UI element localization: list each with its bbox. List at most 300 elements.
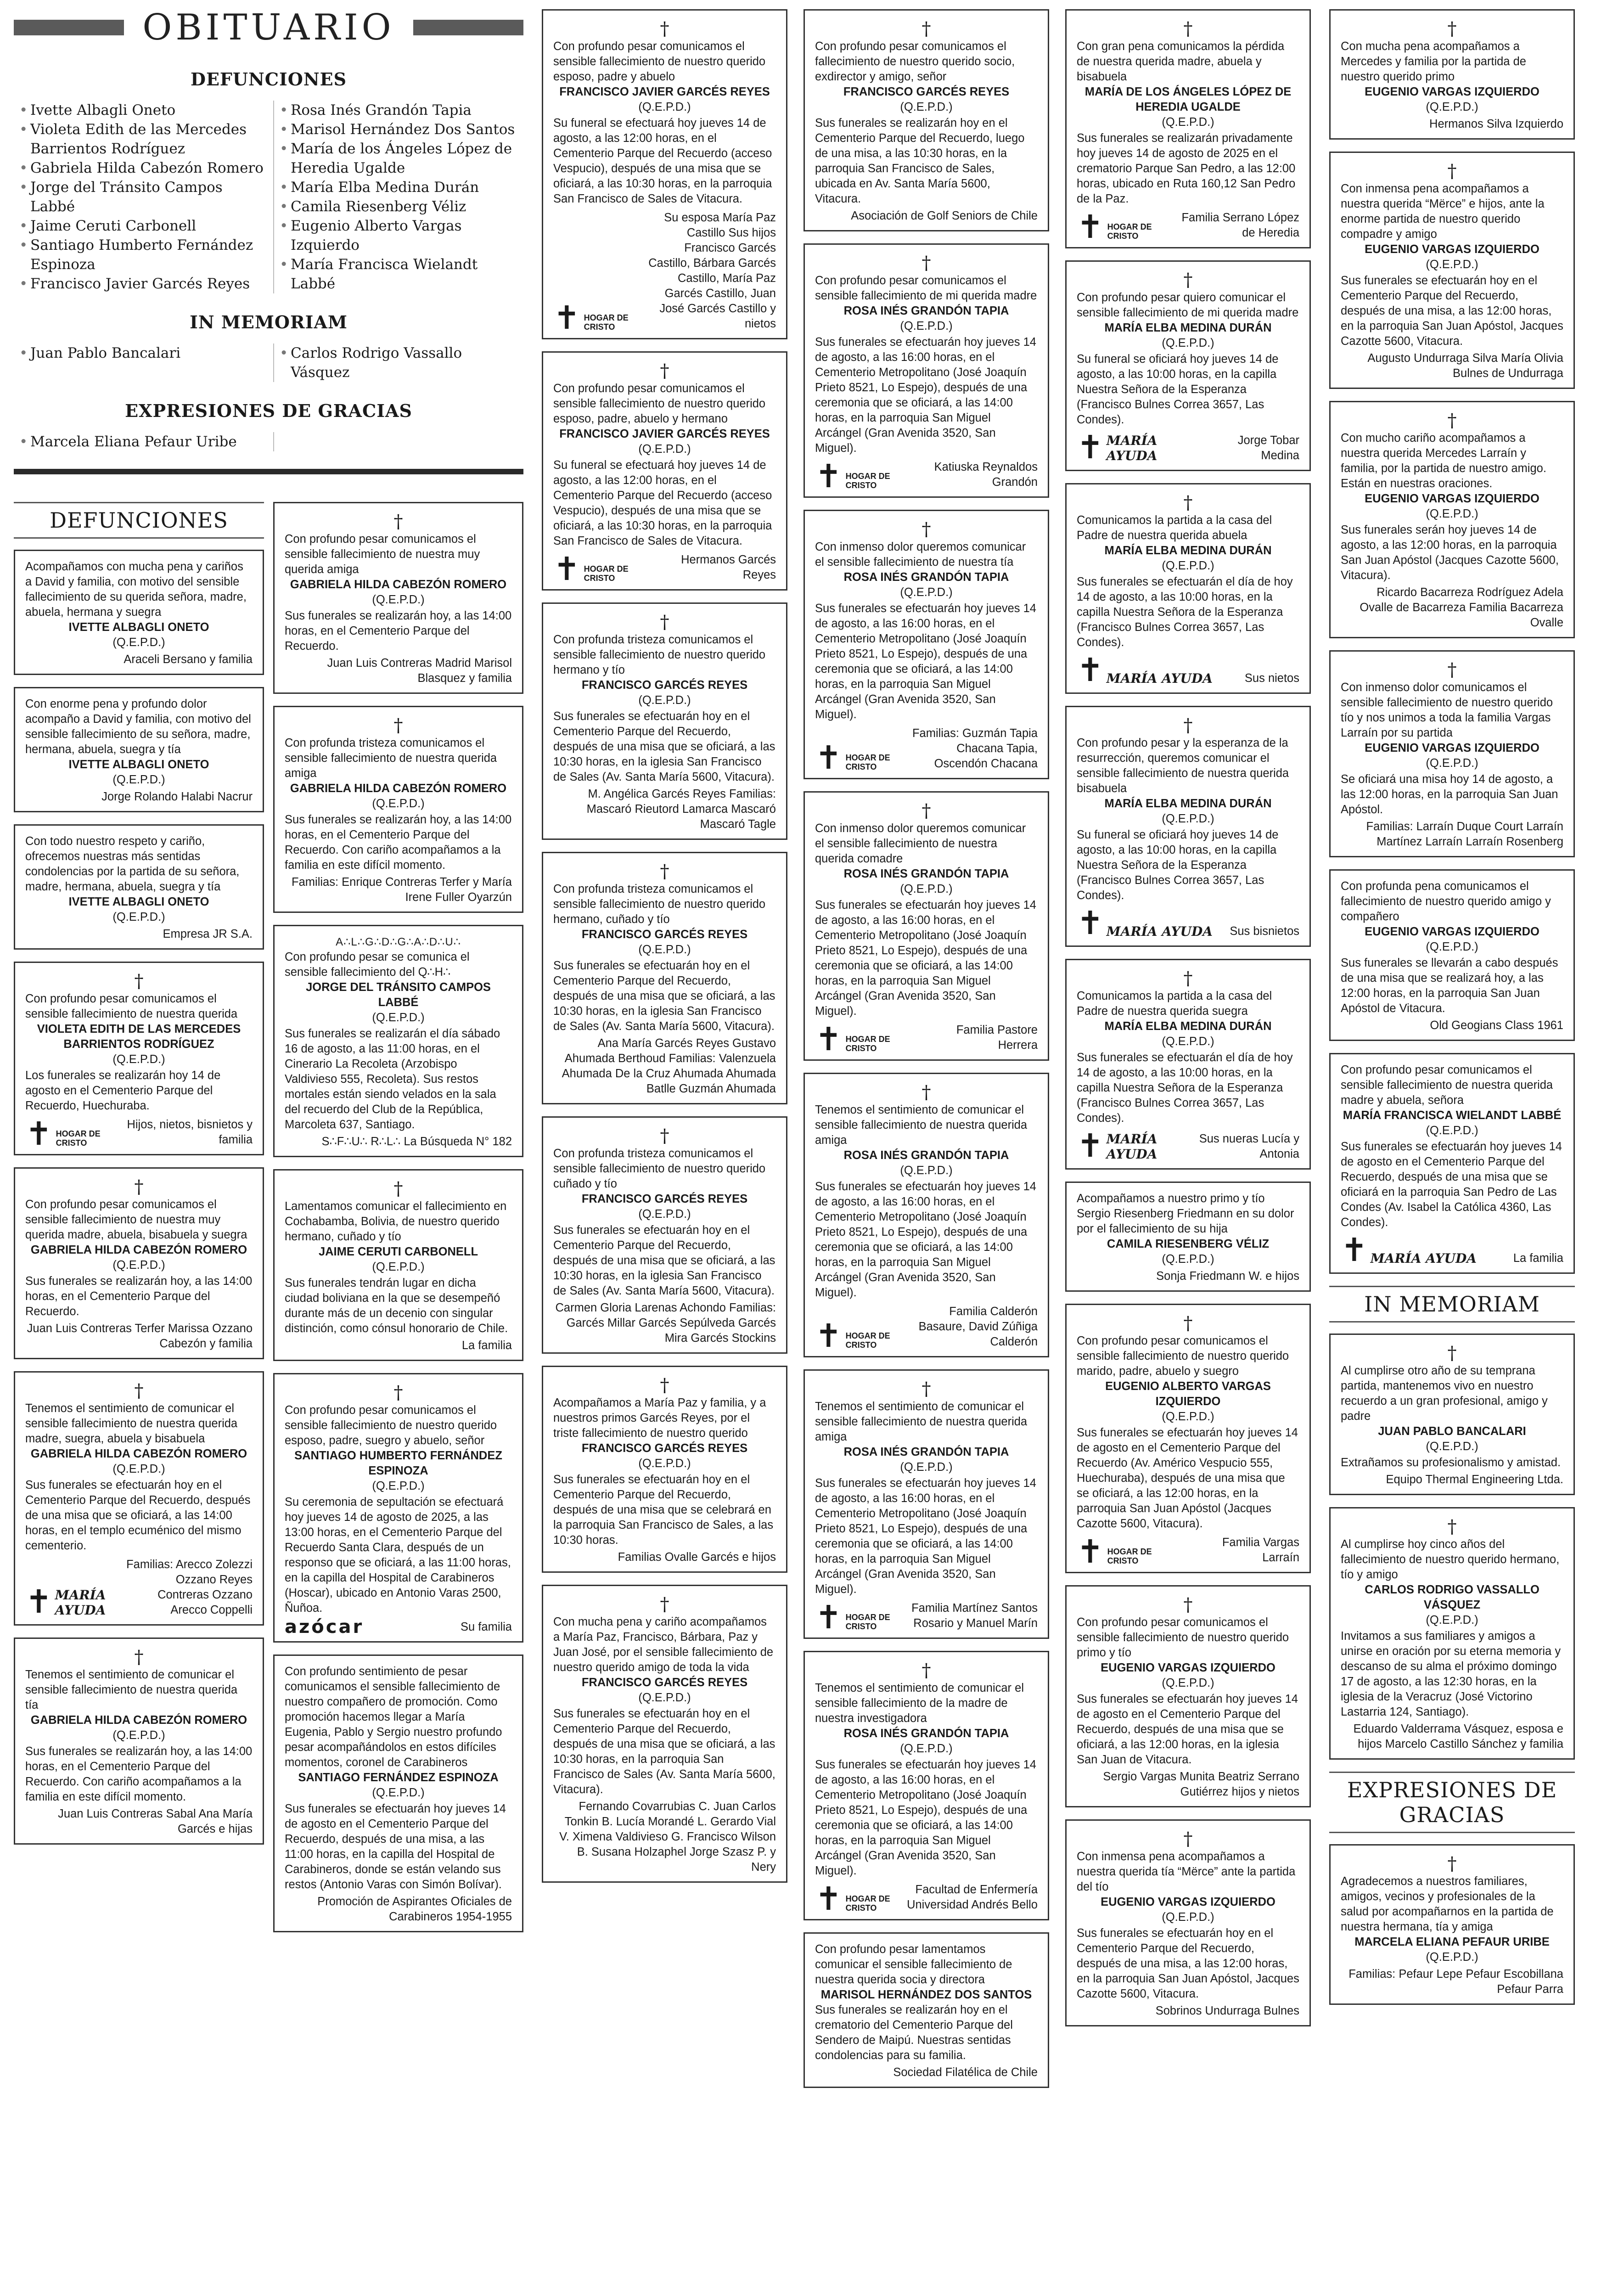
crucifix-icon: ✝ bbox=[1077, 904, 1104, 942]
qepd-label: (Q.E.P.D.) bbox=[1162, 559, 1214, 572]
notice-body: Los funerales se realizarán hoy 14 de agosto en el Cementerio Parque del Recuerdo, Huechuraba. bbox=[25, 1069, 221, 1112]
notice-signature: Carmen Gloria Larenas Achondo Familias: Garcés Millar Garcés Sepúlveda Garcés Mira Garcés Stockins bbox=[555, 1301, 776, 1345]
crucifix-icon: ✝ bbox=[1077, 428, 1104, 466]
hogar-cross-icon: ✝ bbox=[815, 739, 842, 777]
notice-intro: Con inmenso dolor queremos comunicar el sensible fallecimiento de nuestra tía bbox=[815, 540, 1026, 568]
maria-ayuda-logo bbox=[1077, 1127, 1186, 1165]
obituary-notice bbox=[273, 1169, 523, 1361]
deceased-name: GABRIELA HILDA CABEZÓN ROMERO bbox=[290, 782, 507, 795]
notice-signature: Familias: Arecco Zolezzi Ozzano Reyes Contreras Ozzano Arecco Coppelli bbox=[126, 1558, 253, 1616]
deceased-name: MARÍA ELBA MEDINA DURÁN bbox=[1104, 797, 1272, 810]
obituary-notice bbox=[804, 9, 1049, 231]
notice-signature: Hermanos Silva Izquierdo bbox=[1429, 118, 1563, 130]
qepd-label: (Q.E.P.D.) bbox=[372, 1480, 425, 1492]
cross-icon: † bbox=[921, 18, 931, 39]
index-list bbox=[14, 432, 264, 451]
section-heading-memoriam: IN MEMORIAM bbox=[1329, 1286, 1575, 1322]
notice-body: Sus funerales se efectuarán hoy en el Cementerio Parque del Recuerdo, después de una misa que se oficiará, a las 10:30 horas, en la iglesia San Francisco de Sales (Av. Santa María 5600, Vitacura). bbox=[553, 959, 775, 1033]
cross-icon: † bbox=[1183, 1829, 1193, 1850]
cross-icon: † bbox=[134, 1176, 144, 1198]
cross-icon: † bbox=[134, 1380, 144, 1401]
obituary-notice bbox=[14, 687, 264, 812]
notice-signature: Familias: Larraín Duque Court Larraín Martínez Larraín Larraín Rosenberg bbox=[1366, 820, 1563, 848]
hogar-logo-text: HOGAR DE CRISTO bbox=[845, 1613, 890, 1631]
notice-intro: Con profundo pesar se comunica el sensible fallecimiento del Q∴H∴ bbox=[285, 951, 470, 979]
obituary-notice bbox=[1065, 260, 1311, 471]
deceased-name: FRANCISCO GARCÉS REYES bbox=[581, 1442, 748, 1455]
qepd-label: (Q.E.P.D.) bbox=[638, 943, 691, 956]
notice-intro: Con profundo pesar quiero comunicar el sensible fallecimiento de mi querida madre bbox=[1077, 291, 1299, 319]
cross-icon: † bbox=[1447, 1343, 1457, 1364]
deceased-name: FRANCISCO JAVIER GARCÉS REYES bbox=[559, 85, 770, 98]
notice-signature: Su familia bbox=[461, 1621, 512, 1633]
qepd-label: (Q.E.P.D.) bbox=[1162, 1253, 1214, 1266]
maria-ayuda-text: MARÍA AYUDA bbox=[55, 1587, 106, 1618]
deceased-name: EUGENIO VARGAS IZQUIERDO bbox=[1365, 742, 1540, 754]
hogar-cross-icon: ✝ bbox=[1077, 1533, 1104, 1570]
qepd-label: (Q.E.P.D.) bbox=[1426, 507, 1478, 520]
obituary-notice bbox=[1329, 152, 1575, 389]
deceased-name: MARCELA ELIANA PEFAUR URIBE bbox=[1354, 1936, 1550, 1948]
hogar-cross-icon: ✝ bbox=[553, 299, 580, 337]
obituary-notice bbox=[273, 1654, 523, 1932]
obituary-notice bbox=[1065, 1819, 1311, 2026]
notice-body: Sus funerales se efectuarán hoy jueves 14 de agosto en el Cementerio Parque del Recuerdo, después de una misa que se oficiará, a las 12:00 horas, en la iglesia San Juan de Vitacura. bbox=[1077, 1693, 1298, 1766]
deceased-name: EUGENIO VARGAS IZQUIERDO bbox=[1101, 1896, 1275, 1908]
qepd-label: (Q.E.P.D.) bbox=[1162, 1911, 1214, 1924]
signature-row bbox=[815, 1304, 1038, 1355]
index-memoriam-grid bbox=[14, 343, 523, 382]
qepd-label: (Q.E.P.D.) bbox=[1162, 1677, 1214, 1689]
notice-signature: Juan Luis Contreras Sabal Ana María Garcés e hijas bbox=[58, 1807, 253, 1835]
hogar-logo-text: HOGAR DE CRISTO bbox=[1107, 222, 1152, 241]
deceased-name: JORGE DEL TRÁNSITO CAMPOS LABBÉ bbox=[306, 981, 491, 1009]
hogar-cross-icon: ✝ bbox=[815, 1880, 842, 1918]
deceased-name: IVETTE ALBAGLI ONETO bbox=[68, 758, 209, 771]
section-heading-gracias: EXPRESIONES DE GRACIAS bbox=[1329, 1772, 1575, 1833]
notice-body: Sus funerales se efectuarán hoy en el Cementerio Parque del Recuerdo, después de una misa que se oficiará, a las 10:30 horas, en la parroquia San Francisco de Sales (Av. Santa María 5600, Vitacura). bbox=[553, 1707, 775, 1796]
maria-ayuda-logo bbox=[1077, 428, 1203, 466]
cross-icon: † bbox=[1183, 18, 1193, 39]
notice-body: Sus funerales se efectuarán el día de hoy 14 de agosto, a las 10:00 horas, en la capilla Nuestra Señora de la Esperanza (Francisco Bulnes Correa 3657, Las Condes). bbox=[1077, 1051, 1293, 1125]
masthead-bar-right bbox=[413, 20, 523, 35]
signature-row bbox=[1077, 904, 1299, 942]
hogar-logo-text: HOGAR DE CRISTO bbox=[845, 1035, 890, 1053]
qepd-label: (Q.E.P.D.) bbox=[638, 694, 691, 707]
signature-row bbox=[285, 1616, 512, 1638]
qepd-label: (Q.E.P.D.) bbox=[1162, 116, 1214, 129]
notice-signature: Familia Martínez Santos Rosario y Manuel Marín bbox=[911, 1602, 1038, 1630]
notice-intro: Comunicamos la partida a la casa del Padre de nuestra querida abuela bbox=[1077, 514, 1272, 542]
signature-row bbox=[25, 1557, 253, 1621]
obituary-notice bbox=[542, 1585, 787, 1883]
index-entry: • Marcela Eliana Pefaur Uribe bbox=[18, 432, 264, 451]
hogar-logo-text: HOGAR DE CRISTO bbox=[845, 1894, 890, 1913]
cross-icon: † bbox=[393, 715, 403, 736]
notice-signature: Araceli Bersano y familia bbox=[124, 653, 253, 666]
deceased-name: ROSA INÉS GRANDÓN TAPIA bbox=[843, 1727, 1009, 1740]
notice-intro: Con profunda tristeza comunicamos el sensible fallecimiento de nuestro querido cuñado y tío bbox=[553, 1147, 766, 1190]
notice-intro: Con profundo pesar comunicamos el sensible fallecimiento de nuestro querido primo y tío bbox=[1077, 1616, 1289, 1659]
obituary-notice bbox=[804, 1369, 1049, 1639]
hogar-logo-text: HOGAR DE CRISTO bbox=[845, 1331, 890, 1350]
notice-intro: Con inmenso dolor comunicamos el sensible fallecimiento de nuestro querido tío y nos unimos a toda la familia Vargas Larraín por su partida bbox=[1341, 681, 1553, 739]
cross-icon: † bbox=[921, 1082, 931, 1103]
qepd-label: (Q.E.P.D.) bbox=[372, 797, 425, 810]
obituary-notice bbox=[14, 962, 264, 1155]
signature-row bbox=[1077, 1533, 1299, 1570]
cross-icon: † bbox=[393, 1382, 403, 1403]
signature-row bbox=[815, 1020, 1038, 1058]
cross-icon: † bbox=[1447, 410, 1457, 431]
cross-icon: † bbox=[1183, 968, 1193, 989]
notice-body: Sus funerales se efectuarán hoy jueves 14 de agosto, a las 16:00 horas, en el Cementerio Metropolitano (José Joaquín Prieto 8521, Lo Espejo), después de una ceremonia que se oficiará, a las 14:00 horas, en la parroquia San Miguel Arcángel (Gran Avenida 3520, San Miguel). bbox=[815, 1180, 1036, 1299]
qepd-label: (Q.E.P.D.) bbox=[372, 1261, 425, 1273]
notice-signature: Hijos, nietos, bisnietos y familia bbox=[127, 1118, 253, 1146]
index-entry: • Carlos Rodrigo Vassallo Vásquez bbox=[279, 343, 523, 382]
obituary-notice bbox=[542, 602, 787, 840]
deceased-name: MARISOL HERNÁNDEZ DOS SANTOS bbox=[820, 1988, 1032, 2001]
notice-stack bbox=[1329, 1334, 1575, 1760]
obituary-notice bbox=[1329, 1334, 1575, 1495]
masthead bbox=[14, 9, 523, 46]
notice-signature: La familia bbox=[1513, 1252, 1563, 1265]
qepd-label: (Q.E.P.D.) bbox=[900, 101, 953, 113]
notice-body: Sus funerales se efectuarán hoy jueves 14 de agosto, a las 16:00 horas, en el Cementerio Metropolitano (José Joaquín Prieto 8521, Lo Espejo), después de una ceremonia que se oficiará, a las 14:00 horas, en la parroquia San Miguel Arcángel (Gran Avenida 3520, San Miguel). bbox=[815, 1477, 1036, 1596]
obituary-notice bbox=[542, 852, 787, 1104]
cross-icon: † bbox=[921, 800, 931, 822]
notice-intro: Con profunda tristeza comunicamos el sensible fallecimiento de nuestro querido hermano, cuñado y tío bbox=[553, 883, 766, 926]
notice-body: Sus funerales tendrán lugar en dicha ciudad boliviana en la que se desempeñó durante más de un decenio con singular distinción, como cónsul honorario de Chile. bbox=[285, 1277, 508, 1335]
qepd-label: (Q.E.P.D.) bbox=[1162, 812, 1214, 825]
qepd-label: (Q.E.P.D.) bbox=[1426, 1440, 1478, 1453]
deceased-name: SANTIAGO HUMBERTO FERNÁNDEZ ESPINOZA bbox=[294, 1449, 502, 1477]
notice-signature: Juan Luis Contreras Madrid Marisol Blasquez y familia bbox=[327, 657, 512, 685]
notice-body: Sus funerales se efectuarán el día de hoy 14 de agosto, a las 10:00 horas, en la capilla Nuestra Señora de la Esperanza (Francisco Bulnes Correa 3657, Las Condes). bbox=[1077, 575, 1293, 649]
cross-icon: † bbox=[921, 519, 931, 540]
qepd-label: (Q.E.P.D.) bbox=[638, 101, 691, 113]
notice-signature: Familia Vargas Larraín bbox=[1222, 1536, 1299, 1564]
notice-intro: Con inmensa pena acompañamos a nuestra querida “Mërce” e hijos, ante la enorme partida de nuestro querido compadre y amigo bbox=[1341, 182, 1545, 241]
qepd-label: (Q.E.P.D.) bbox=[372, 593, 425, 606]
deceased-name: VIOLETA EDITH DE LAS MERCEDES BARRIENTOS RODRÍGUEZ bbox=[37, 1023, 241, 1051]
obituary-notice bbox=[804, 243, 1049, 498]
deceased-name: EUGENIO VARGAS IZQUIERDO bbox=[1365, 492, 1540, 505]
notice-body: Invitamos a sus familiares y amigos a unirse en oración por su eterna memoria y descanso de su alma el próximo domingo 17 de agosto, a las 12:30 horas, en la iglesia de la Veracruz (José Victorino Lastarria 124, Santiago). bbox=[1341, 1630, 1561, 1718]
deceased-name: IVETTE ALBAGLI ONETO bbox=[68, 621, 209, 634]
cross-icon: † bbox=[660, 612, 669, 633]
hogar-de-cristo-logo bbox=[553, 550, 654, 588]
signature-row bbox=[815, 457, 1038, 495]
notice-body: Sus funerales se efectuarán hoy jueves 14 de agosto en el Cementerio Parque del Recuerdo, después de una misa, a las 11:00 horas, en la capilla del Hospital de Carabineros, donde se están velando sus restos (Antonio Varas con Simón Bolívar). bbox=[285, 1802, 506, 1891]
notice-body: Se oficiará una misa hoy 14 de agosto, a las 12:00 horas, en la parroquia San Juan Apóstol. bbox=[1341, 773, 1558, 816]
notice-stack bbox=[1065, 9, 1311, 2026]
notice-signature: Jorge Tobar Medina bbox=[1237, 434, 1299, 462]
index-entry: • María Francisca Wielandt Labbé bbox=[279, 255, 523, 293]
qepd-label: (Q.E.P.D.) bbox=[372, 1011, 425, 1024]
obituary-notice bbox=[1329, 1844, 1575, 2005]
notice-signature: Juan Luis Contreras Terfer Marissa Ozzano Cabezón y familia bbox=[27, 1322, 253, 1350]
notice-intro: Al cumplirse hoy cinco años del fallecimiento de nuestro querido hermano, tío y amigo bbox=[1341, 1538, 1560, 1581]
notice-signature: Sus nietos bbox=[1244, 672, 1299, 685]
notice-intro: Con mucha pena acompañamos a Mercedes y familia por la partida de nuestro querido primo bbox=[1341, 40, 1526, 83]
notice-intro: Con mucho cariño acompañamos a nuestra querida Mercedes Larraín y familia, por la partida de nuestro amigo. Están en nuestras oraciones. bbox=[1341, 432, 1546, 490]
hogar-logo-text: HOGAR DE CRISTO bbox=[1107, 1547, 1152, 1565]
notice-signature: Sergio Vargas Munita Beatriz Serrano Gutiérrez hijos y nietos bbox=[1103, 1770, 1299, 1798]
notice-signature: Old Geogians Class 1961 bbox=[1430, 1019, 1563, 1032]
hogar-logo-text: HOGAR DE CRISTO bbox=[584, 564, 629, 583]
notice-intro: Con inmenso dolor queremos comunicar el sensible fallecimiento de nuestra querida comadre bbox=[815, 822, 1026, 865]
index-entry: • Violeta Edith de las Mercedes Barrientos Rodríguez bbox=[18, 120, 264, 158]
index-entry: • Ivette Albagli Oneto bbox=[18, 101, 264, 120]
cross-icon: † bbox=[921, 1379, 931, 1400]
deceased-name: JUAN PABLO BANCALARI bbox=[1378, 1425, 1526, 1438]
notice-body: Sus funerales se efectuarán hoy jueves 14 de agosto, a las 16:00 horas, en el Cementerio Metropolitano (José Joaquín Prieto 8521, Lo Espejo), después de una ceremonia que se oficiará, a las 14:00 horas, en la parroquia San Miguel Arcángel (Gran Avenida 3520, San Miguel). bbox=[815, 336, 1036, 455]
notice-body: Sus funerales se efectuarán hoy en el Cementerio Parque del Recuerdo, después de una misa, a las 12:00 horas, en la parroquia San Juan Apóstol, Jacques Cazotte 5600, Vitacura. bbox=[1077, 1927, 1299, 2000]
qepd-label: (Q.E.P.D.) bbox=[638, 1691, 691, 1704]
notice-signature: Familia Serrano López de Heredia bbox=[1181, 211, 1299, 239]
deceased-name: GABRIELA HILDA CABEZÓN ROMERO bbox=[30, 1714, 247, 1727]
notice-body: Sus funerales se efectuarán hoy jueves 14 de agosto en el Cementerio Parque del Recuerdo, después de una misa que se oficiará en la parroquia San Pedro de Las Condes (Av. Isabel la Católica 4360, Las Condes). bbox=[1341, 1140, 1562, 1229]
obituary-notice bbox=[804, 1651, 1049, 1920]
obituary-notice bbox=[14, 1638, 264, 1845]
index-entry: • Santiago Humberto Fernández Espinoza bbox=[18, 236, 264, 274]
notice-intro: Con profundo pesar comunicamos el sensible fallecimiento de nuestra querida madre y abuela, señora bbox=[1341, 1064, 1553, 1107]
obituary-notice bbox=[1065, 1182, 1311, 1292]
signature-row bbox=[815, 726, 1038, 777]
notice-intro: Con profundo pesar comunicamos el sensible fallecimiento de nuestro querido esposo, padre, abuelo y hermano bbox=[553, 382, 766, 425]
notice-intro: Acompañamos a María Paz y familia, y a nuestros primos Garcés Reyes, por el triste fallecimiento de nuestro querido bbox=[553, 1396, 766, 1440]
index-entry: • Jaime Ceruti Carbonell bbox=[18, 216, 264, 236]
index-entry: • Gabriela Hilda Cabezón Romero bbox=[18, 158, 264, 178]
signature-row bbox=[1077, 651, 1299, 689]
hogar-cross-icon: ✝ bbox=[815, 457, 842, 495]
notice-body: Su ceremonia de sepultación se efectuará hoy jueves 14 de agosto de 2025, a las 13:00 horas, en el Cementerio Parque del Recuerdo Santa Clara, después de un responso que se oficiará, a las 11:00 horas, en la capilla del Hospital de Carabineros (Hoscar), ubicado en Antonio Varas 2500, Ñuñoa. bbox=[285, 1496, 511, 1615]
deceased-name: EUGENIO VARGAS IZQUIERDO bbox=[1101, 1661, 1275, 1674]
obituary-notice bbox=[1065, 9, 1311, 248]
notice-signature: S∴F∴U∴ R∴L∴ La Búsqueda N° 182 bbox=[321, 1135, 512, 1148]
notice-intro: Con inmensa pena acompañamos a nuestra querida tía “Mërce” ante la partida del tío bbox=[1077, 1850, 1296, 1893]
notice-intro: Tenemos el sentimiento de comunicar el sensible fallecimiento de nuestra querida madre, suegra, abuela y bisabuela bbox=[25, 1402, 238, 1445]
hogar-de-cristo-logo bbox=[1077, 208, 1169, 246]
obituary-notice bbox=[14, 1167, 264, 1359]
notice-intro: Comunicamos la partida a la casa del Padre de nuestra querida suegra bbox=[1077, 990, 1272, 1018]
hogar-logo-text: HOGAR DE CRISTO bbox=[845, 472, 890, 490]
notice-intro: Con gran pena comunicamos la pérdida de nuestra querida madre, abuela y bisabuela bbox=[1077, 40, 1285, 83]
cross-icon: † bbox=[1447, 161, 1457, 182]
deceased-name: MARÍA DE LOS ÁNGELES LÓPEZ DE HEREDIA UGALDE bbox=[1084, 85, 1292, 113]
crucifix-icon: ✝ bbox=[1341, 1231, 1368, 1269]
notice-intro: Con profundo pesar comunicamos el sensible fallecimiento de nuestra querida bbox=[25, 992, 238, 1020]
notice-body: Sus funerales se realizarán hoy, a las 14:00 horas, en el Cementerio Parque del Recuerdo. Con cariño acompañamos a la familia en este difícil momento. bbox=[25, 1745, 253, 1803]
index-entry: • Marisol Hernández Dos Santos bbox=[279, 120, 523, 139]
obituary-notice bbox=[1065, 706, 1311, 947]
signature-row bbox=[1341, 1231, 1563, 1269]
maria-ayuda-text: MARÍA AYUDA bbox=[1370, 1251, 1477, 1266]
qepd-label: (Q.E.P.D.) bbox=[1426, 1124, 1478, 1137]
qepd-label: (Q.E.P.D.) bbox=[638, 1208, 691, 1221]
notice-body: Su funeral se oficiará hoy jueves 14 de agosto, a las 10:00 horas, en la capilla Nuestra Señora de la Esperanza (Francisco Bulnes Correa 3657, Las Condes). bbox=[1077, 828, 1279, 902]
notice-stack bbox=[542, 9, 787, 1883]
notice-signature: Familias: Enrique Contreras Terfer y María Irene Fuller Oyarzún bbox=[292, 876, 512, 904]
obituary-notice bbox=[14, 1371, 264, 1626]
index-entry: • Jorge del Tránsito Campos Labbé bbox=[18, 178, 264, 216]
obituary-notice bbox=[804, 791, 1049, 1061]
cross-icon: † bbox=[1447, 18, 1457, 39]
obituary-notice bbox=[1329, 1053, 1575, 1274]
qepd-label: (Q.E.P.D.) bbox=[1426, 258, 1478, 271]
obituary-notice bbox=[273, 706, 523, 913]
notice-body: Sus funerales se efectuarán hoy jueves 14 de agosto, a las 16:00 horas, en el Cementerio Metropolitano (José Joaquín Prieto 8521, Lo Espejo), después de una ceremonia que se oficiará, a las 14:00 horas, en la parroquia San Miguel Arcángel (Gran Avenida 3520, San Miguel). bbox=[815, 1758, 1036, 1877]
deceased-name: EUGENIO VARGAS IZQUIERDO bbox=[1365, 243, 1540, 256]
index-list bbox=[14, 343, 264, 382]
notice-body: Sus funerales se efectuarán hoy jueves 14 de agosto, a las 16:00 horas, en el Cementerio Metropolitano (José Joaquín Prieto 8521, Lo Espejo), después de una ceremonia que se oficiará, a las 14:00 horas, en la parroquia San Miguel Arcángel (Gran Avenida 3520, San Miguel). bbox=[815, 602, 1036, 721]
qepd-label: (Q.E.P.D.) bbox=[638, 1457, 691, 1470]
index-list bbox=[14, 101, 264, 293]
qepd-label: (Q.E.P.D.) bbox=[638, 443, 691, 456]
qepd-label: (Q.E.P.D.) bbox=[112, 1053, 165, 1066]
column-5 bbox=[1065, 9, 1311, 2038]
hogar-de-cristo-logo bbox=[815, 739, 907, 777]
signature-row bbox=[1077, 1127, 1299, 1165]
notice-intro: Al cumplirse otro año de su temprana partida, mantenemos vivo en nuestro recuerdo a un gran profesional, amigo y padre bbox=[1341, 1364, 1548, 1423]
cross-icon: † bbox=[660, 861, 669, 882]
cross-icon: † bbox=[1183, 270, 1193, 291]
notice-body: Sus funerales se realizarán hoy en el Cementerio Parque del Recuerdo, luego de una misa, a las 10:30 horas, en la parroquia San Francisco de Sales, ubicada en Av. Santa María 5600, Vitacura. bbox=[815, 117, 1025, 205]
cross-icon: † bbox=[921, 1660, 931, 1681]
notice-stack bbox=[1329, 1844, 1575, 2005]
notice-body: Sus funerales se efectuarán hoy jueves 14 de agosto, a las 16:00 horas, en el Cementerio Metropolitano (José Joaquín Prieto 8521, Lo Espejo), después de una ceremonia que se oficiará, a las 14:00 horas, en la parroquia San Miguel Arcángel (Gran Avenida 3520, San Miguel). bbox=[815, 899, 1036, 1018]
signature-row bbox=[815, 1598, 1038, 1636]
index-entry: • Francisco Javier Garcés Reyes bbox=[18, 274, 264, 293]
qepd-label: (Q.E.P.D.) bbox=[900, 586, 953, 599]
deceased-name: FRANCISCO GARCÉS REYES bbox=[581, 679, 748, 692]
deceased-name: FRANCISCO GARCÉS REYES bbox=[581, 928, 748, 941]
index-entry: • Eugenio Alberto Vargas Izquierdo bbox=[279, 216, 523, 255]
deceased-name: ROSA INÉS GRANDÓN TAPIA bbox=[843, 867, 1009, 880]
notice-stack bbox=[273, 502, 523, 1932]
qepd-label: (Q.E.P.D.) bbox=[1162, 1410, 1214, 1423]
notice-body: Su funeral se efectuará hoy jueves 14 de agosto, a las 12:00 horas, en el Cementerio Parque del Recuerdo (acceso Vespucio), después de una misa que se oficiará, a las 10:30 horas, en la parroquia San Francisco de Sales de Vitacura. bbox=[553, 117, 772, 205]
notice-body: Sus funerales serán hoy jueves 14 de agosto, a las 12:00 horas, en la parroquia San Juan Apóstol (Jacques Cazotte 5600, Vitacura). bbox=[1341, 523, 1559, 582]
masthead-bar-left bbox=[14, 20, 124, 35]
deceased-name: JAIME CERUTI CARBONELL bbox=[318, 1245, 478, 1258]
notice-signature: Familia Pastore Herrera bbox=[956, 1024, 1038, 1052]
crucifix-icon: ✝ bbox=[1077, 651, 1104, 689]
obituary-notice bbox=[1329, 869, 1575, 1041]
notice-signature: Eduardo Valderrama Vásquez, esposa e hijos Marcelo Castillo Sánchez y familia bbox=[1353, 1722, 1563, 1750]
index-heading-gracias: EXPRESIONES DE GRACIAS bbox=[125, 400, 412, 421]
cross-icon: † bbox=[393, 511, 403, 532]
deceased-name: MARÍA FRANCISCA WIELANDT LABBÉ bbox=[1343, 1109, 1562, 1122]
notice-body: Sus funerales se realizarán hoy, a las 14:00 horas, en el Cementerio Parque del Recuerdo. bbox=[25, 1275, 253, 1318]
notice-signature: Augusto Undurraga Silva María Olivia Bulnes de Undurraga bbox=[1367, 352, 1563, 380]
notice-intro: Con profundo pesar comunicamos el sensible fallecimiento de nuestro querido esposo, padre, suegro y abuelo, señor bbox=[285, 1404, 497, 1447]
obituary-notice bbox=[542, 351, 787, 591]
qepd-label: (Q.E.P.D.) bbox=[1426, 757, 1478, 770]
qepd-label: (Q.E.P.D.) bbox=[112, 1259, 165, 1272]
notice-intro: Con enorme pena y profundo dolor acompaño a David y familia, con motivo del sensible fallecimiento de su señora, madre, hermana, abuela, suegra y tía bbox=[25, 698, 251, 756]
index-entry: • María Elba Medina Durán bbox=[279, 178, 523, 197]
hogar-cross-icon: ✝ bbox=[1077, 208, 1104, 246]
obituary-notice bbox=[1329, 650, 1575, 857]
cross-icon: † bbox=[660, 1594, 669, 1615]
deceased-name: FRANCISCO GARCÉS REYES bbox=[581, 1193, 748, 1205]
notice-signature: Familias Ovalle Garcés e hijos bbox=[618, 1551, 776, 1564]
notice-signature: Empresa JR S.A. bbox=[163, 928, 253, 940]
hogar-de-cristo-logo bbox=[553, 299, 645, 337]
index-list bbox=[273, 343, 523, 382]
hogar-cross-icon: ✝ bbox=[815, 1317, 842, 1355]
qepd-label: (Q.E.P.D.) bbox=[900, 1742, 953, 1755]
index bbox=[14, 69, 523, 451]
crucifix-icon: ✝ bbox=[25, 1583, 52, 1621]
qepd-label: (Q.E.P.D.) bbox=[112, 636, 165, 649]
index-heading-defunciones: DEFUNCIONES bbox=[190, 69, 347, 90]
cross-icon: † bbox=[660, 360, 669, 382]
hogar-de-cristo-logo bbox=[815, 1317, 907, 1355]
hogar-de-cristo-logo bbox=[1077, 1533, 1184, 1570]
notice-intro: Con profundo pesar comunicamos el sensible fallecimiento de nuestra muy querida amiga bbox=[285, 533, 480, 576]
notice-intro: Acompañamos a nuestro primo y tío Sergio Riesenberg Friedmann en su dolor por el fallecimiento de su hija bbox=[1077, 1192, 1294, 1235]
cross-icon: † bbox=[393, 1178, 403, 1199]
notice-intro: Agradecemos a nuestros familiares, amigos, vecinos y profesionales de la salud por acompañarnos en la partida de nuestra hermana, tía y amiga bbox=[1341, 1875, 1554, 1933]
cross-icon: † bbox=[134, 1647, 144, 1668]
notice-signature: Sus nueras Lucía y Antonia bbox=[1199, 1132, 1299, 1160]
maria-ayuda-text: MARÍA AYUDA bbox=[1106, 1131, 1157, 1162]
notice-intro: Con profundo pesar comunicamos el fallecimiento de nuestro querido socio, exdirector y amigo, señor bbox=[815, 40, 1015, 83]
qepd-label: (Q.E.P.D.) bbox=[900, 883, 953, 895]
notice-intro: Con profundo pesar comunicamos el sensible fallecimiento de mi querida madre bbox=[815, 274, 1037, 302]
index-entry: • Juan Pablo Bancalari bbox=[18, 343, 264, 363]
deceased-name: EUGENIO VARGAS IZQUIERDO bbox=[1365, 85, 1540, 98]
obituary-notice bbox=[14, 824, 264, 950]
qepd-label: (Q.E.P.D.) bbox=[372, 1786, 425, 1799]
notice-body: Sus funerales se realizarán hoy, a las 14:00 horas, en el Cementerio Parque del Recuerdo. Con cariño acompañamos a la familia en este difícil momento. bbox=[285, 813, 512, 872]
notice-signature: Ana María Garcés Reyes Gustavo Ahumada Berthoud Familias: Valenzuela Ahumada De la Cruz Ahumada Ahumada Batlle Guzmán Ahumada bbox=[562, 1037, 776, 1095]
hogar-de-cristo-logo bbox=[815, 1598, 907, 1636]
notice-intro: Con profundo pesar comunicamos el sensible fallecimiento de nuestra muy querida madre, abuela, bisabuela y suegra bbox=[25, 1198, 247, 1241]
qepd-label: (Q.E.P.D.) bbox=[1426, 1951, 1478, 1964]
notice-body: Sus funerales se realizarán el día sábado 16 de agosto, a las 11:00 horas, en el Cinerario La Recoleta (Arzobispo Valdivieso 555, Recoleta). Sus restos mortales están siendo velados en la sala del recuerdo del Club de la República, Marcoleta 637, Santiago. bbox=[285, 1027, 500, 1131]
notice-intro: Con profunda pena comunicamos el fallecimiento de nuestro querido amigo y compañero bbox=[1341, 880, 1551, 923]
notice-body: Extrañamos su profesionalismo y amistad. bbox=[1341, 1456, 1561, 1469]
qepd-label: (Q.E.P.D.) bbox=[900, 1164, 953, 1177]
qepd-label: (Q.E.P.D.) bbox=[112, 1463, 165, 1475]
notice-signature: Familia Calderón Basaure, David Zúñiga Calderón bbox=[918, 1305, 1038, 1348]
notice-signature: Sus bisnietos bbox=[1230, 925, 1299, 938]
deceased-name: MARÍA ELBA MEDINA DURÁN bbox=[1104, 544, 1272, 557]
maria-ayuda-logo bbox=[25, 1583, 126, 1621]
notice-signature: Su esposa María Paz Castillo Sus hijos Francisco Garcés Castillo, Bárbara Garcés Castillo, María Paz Garcés Castillo, Juan José Garcés Castillo y nietos bbox=[648, 211, 776, 330]
qepd-label: (Q.E.P.D.) bbox=[1426, 940, 1478, 953]
column-3 bbox=[542, 9, 787, 1895]
notice-body: Su funeral se efectuará hoy jueves 14 de agosto, a las 12:00 horas, en el Cementerio Parque del Recuerdo (acceso Vespucio), después de una misa que se oficiará, a las 10:30 horas, en la parroquia San Francisco de Sales de Vitacura. bbox=[553, 459, 772, 547]
cross-icon: † bbox=[660, 18, 669, 39]
qepd-label: (Q.E.P.D.) bbox=[112, 773, 165, 786]
cross-icon: † bbox=[1447, 659, 1457, 681]
index-and-left-block bbox=[14, 51, 523, 1944]
signature-row bbox=[815, 1880, 1038, 1918]
hogar-de-cristo-logo bbox=[25, 1115, 117, 1153]
column-4 bbox=[804, 9, 1049, 2100]
hogar-logo-text: HOGAR DE CRISTO bbox=[56, 1129, 101, 1148]
column-6 bbox=[1329, 9, 1575, 2017]
deceased-name: FRANCISCO GARCÉS REYES bbox=[581, 1676, 748, 1689]
cross-icon: † bbox=[921, 253, 931, 274]
section-heading-defunciones: DEFUNCIONES bbox=[14, 502, 264, 539]
notice-intro: Lamentamos comunicar el fallecimiento en Cochabamba, Bolivia, de nuestro querido hermano, cuñado y tío bbox=[285, 1200, 507, 1243]
